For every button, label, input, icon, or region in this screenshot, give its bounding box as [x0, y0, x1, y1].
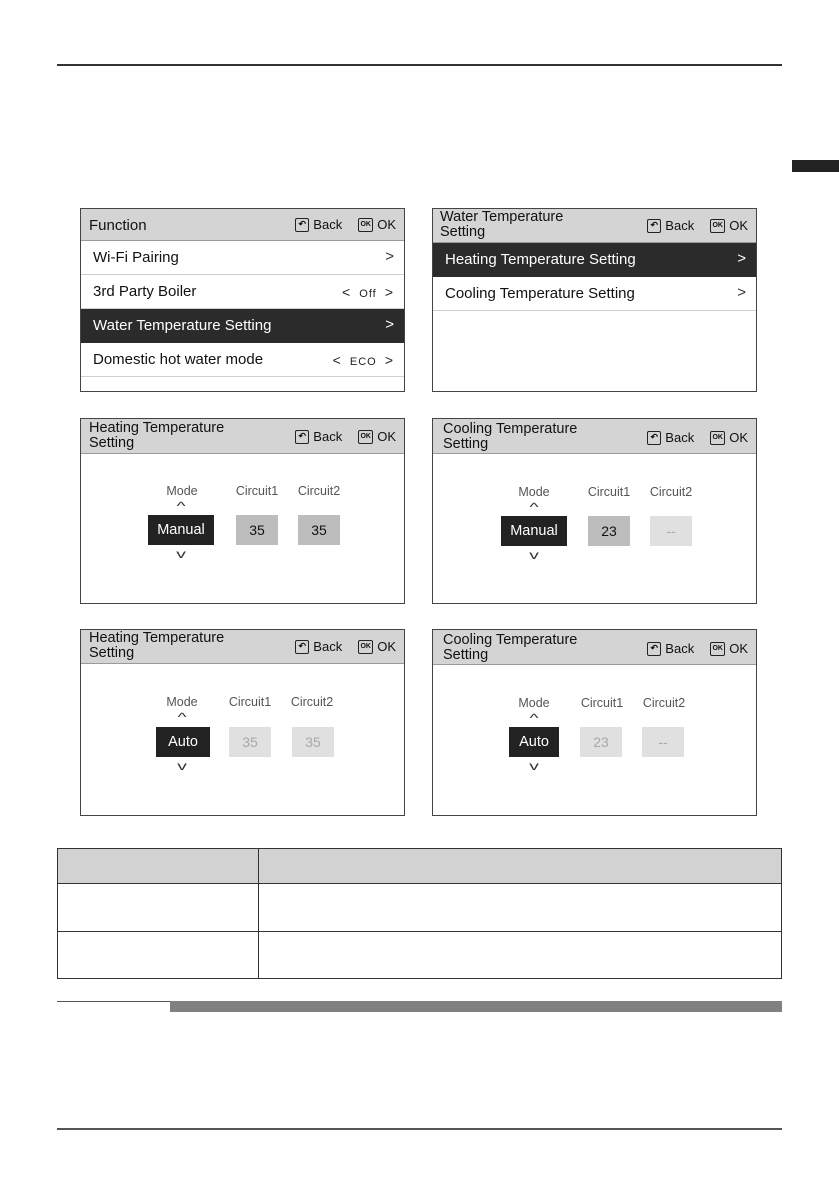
cooling-manual-screen	[432, 418, 757, 604]
circuit1-label: Circuit1	[228, 695, 272, 709]
ok-label: OK	[729, 430, 748, 445]
ok-key-icon[interactable]: OK	[358, 640, 373, 654]
screen-title: Cooling Temperature Setting	[443, 421, 578, 452]
description-table	[57, 848, 782, 979]
chevron-up-icon[interactable]: ^	[529, 711, 539, 725]
ok-key-icon[interactable]: OK	[710, 219, 725, 233]
chevron-right-icon: >	[737, 250, 746, 267]
ok-key-icon[interactable]: OK	[358, 430, 373, 444]
screen-header	[433, 630, 756, 665]
table-header-cell	[58, 849, 259, 884]
back-label: Back	[665, 430, 695, 445]
menu-item-label: Water Temperature Setting	[93, 317, 272, 334]
back-arrow-icon[interactable]: ↶	[295, 218, 309, 232]
back-arrow-icon[interactable]: ↶	[647, 642, 661, 656]
chevron-right-icon: >	[385, 316, 394, 333]
mode-selector[interactable]: Manual	[148, 515, 214, 545]
chevron-up-icon[interactable]: ^	[176, 499, 186, 513]
circuit2-label: Circuit2	[642, 696, 686, 710]
circuit1-value: 35	[229, 727, 271, 757]
ok-key-icon[interactable]: OK	[358, 218, 373, 232]
back-label: Back	[313, 639, 343, 654]
water-temperature-menu-screen	[432, 208, 757, 392]
top-rule	[57, 64, 782, 66]
note-bar	[170, 1001, 782, 1012]
table-cell	[58, 884, 259, 932]
table-header-row	[58, 849, 782, 884]
screen-header	[81, 209, 404, 241]
chevron-down-icon[interactable]: v	[529, 548, 539, 562]
menu-item-label: Domestic hot water mode	[93, 351, 264, 368]
ok-label: OK	[377, 217, 396, 232]
header-controls	[295, 429, 396, 444]
back-arrow-icon[interactable]: ↶	[295, 640, 309, 654]
ok-label: OK	[377, 429, 396, 444]
mode-label: Mode	[166, 484, 198, 498]
screen-header	[433, 419, 756, 454]
table-cell	[259, 884, 782, 932]
chevron-right-icon[interactable]: >	[384, 284, 394, 300]
mode-selector[interactable]: Auto	[156, 727, 210, 757]
bottom-rule	[57, 1128, 782, 1130]
chevron-down-icon[interactable]: v	[177, 759, 187, 773]
chevron-left-icon[interactable]: <	[342, 284, 352, 300]
screen-title: Cooling Temperature Setting	[443, 632, 578, 663]
heating-auto-screen	[80, 629, 405, 816]
circuit2-label: Circuit2	[290, 695, 334, 709]
menu-item-label: Wi-Fi Pairing	[93, 249, 179, 266]
boiler-value	[342, 284, 394, 300]
circuit2-value: --	[642, 727, 684, 757]
dhw-value	[333, 352, 394, 368]
header-controls	[647, 641, 748, 656]
circuit2-value: 35	[292, 727, 334, 757]
chevron-right-icon: >	[737, 284, 746, 301]
chevron-right-icon[interactable]: >	[384, 352, 394, 368]
circuit1-value[interactable]: 23	[588, 516, 630, 546]
mode-label: Mode	[166, 695, 198, 709]
circuit2-label: Circuit2	[649, 485, 693, 499]
table-row	[58, 884, 782, 932]
back-arrow-icon[interactable]: ↶	[647, 219, 661, 233]
circuit1-value[interactable]: 35	[236, 515, 278, 545]
chevron-right-icon: >	[385, 248, 394, 265]
screen-title: Function	[89, 217, 147, 234]
back-label: Back	[665, 641, 695, 656]
menu-item-cooling-temperature-setting[interactable]	[433, 277, 756, 311]
heating-manual-screen	[80, 418, 405, 604]
back-label: Back	[313, 217, 343, 232]
circuit1-label: Circuit1	[580, 696, 624, 710]
header-controls	[647, 430, 748, 445]
screen-title: Water Temperature Setting	[440, 209, 564, 240]
circuit1-label: Circuit1	[235, 484, 279, 498]
menu-item-3rd-party-boiler[interactable]	[81, 275, 404, 309]
menu-item-wifi-pairing[interactable]	[81, 241, 404, 275]
menu-item-label: Heating Temperature Setting	[445, 251, 636, 268]
menu-item-domestic-hot-water-mode[interactable]	[81, 343, 404, 377]
chevron-up-icon[interactable]: ^	[529, 500, 539, 514]
header-controls	[295, 639, 396, 654]
ok-label: OK	[377, 639, 396, 654]
menu-item-label: 3rd Party Boiler	[93, 283, 197, 300]
menu-item-label: Cooling Temperature Setting	[445, 285, 635, 302]
note-divider	[57, 1001, 172, 1002]
table-cell	[259, 932, 782, 979]
ok-label: OK	[729, 218, 748, 233]
ok-label: OK	[729, 641, 748, 656]
chevron-left-icon[interactable]: <	[332, 352, 342, 368]
circuit2-label: Circuit2	[297, 484, 341, 498]
ok-key-icon[interactable]: OK	[710, 642, 725, 656]
back-label: Back	[665, 218, 695, 233]
circuit2-value: --	[650, 516, 692, 546]
table-cell	[58, 932, 259, 979]
circuit1-label: Circuit1	[587, 485, 631, 499]
back-arrow-icon[interactable]: ↶	[647, 431, 661, 445]
function-menu-screen	[80, 208, 405, 392]
ok-key-icon[interactable]: OK	[710, 431, 725, 445]
option-value: ECO	[349, 356, 377, 368]
screen-header	[81, 630, 404, 664]
table-row	[58, 932, 782, 979]
cooling-auto-screen	[432, 629, 757, 816]
table-header-cell	[259, 849, 782, 884]
header-controls	[647, 218, 748, 233]
back-arrow-icon[interactable]: ↶	[295, 430, 309, 444]
back-label: Back	[313, 429, 343, 444]
menu-item-water-temperature-setting[interactable]	[81, 309, 404, 343]
option-value: Off	[359, 288, 377, 300]
screen-header	[433, 209, 756, 243]
mode-selector[interactable]: Auto	[509, 727, 559, 757]
chevron-down-icon[interactable]: v	[529, 759, 539, 773]
circuit2-value[interactable]: 35	[298, 515, 340, 545]
screen-title: Heating Temperature Setting	[89, 630, 225, 661]
chevron-down-icon[interactable]: v	[176, 547, 186, 561]
mode-label: Mode	[518, 696, 550, 710]
circuit1-value: 23	[580, 727, 622, 757]
screen-header	[81, 419, 404, 454]
mode-selector[interactable]: Manual	[501, 516, 567, 546]
screen-title: Heating Temperature Setting	[89, 420, 225, 451]
header-controls	[295, 217, 396, 232]
menu-item-heating-temperature-setting[interactable]	[433, 243, 756, 277]
chevron-up-icon[interactable]: ^	[177, 710, 187, 724]
mode-label: Mode	[518, 485, 550, 499]
chapter-tab	[792, 160, 839, 172]
